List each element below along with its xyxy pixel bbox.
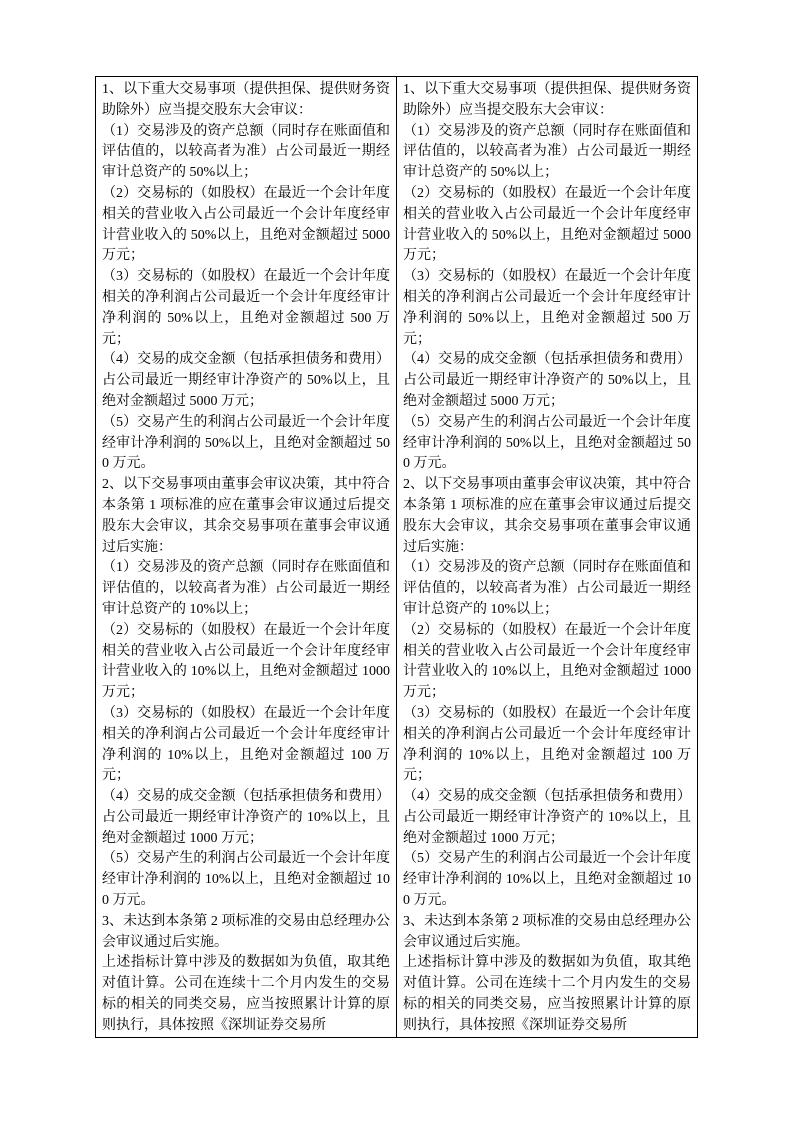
paragraph: 2、以下交易事项由董事会审议决策，其中符合本条第 1 项标准的应在董事会审议通过后提交股东大会审议，其余交易事项在董事会审议通过后实施： (403, 477, 691, 555)
paragraph: （3）交易标的（如股权）在最近一个会计年度相关的净利润占公司最近一个会计年度经审计净利润的 50%以上，且绝对金额超过 500 万元； (102, 269, 390, 347)
paragraph: 1、以下重大交易事项（提供担保、提供财务资助除外）应当提交股东大会审议： (102, 82, 390, 118)
paragraph: （4）交易的成交金额（包括承担债务和费用）占公司最近一期经审计净资产的 10%以上，且绝对金额超过 1000 万元； (102, 789, 390, 846)
paragraph: （5）交易产生的利润占公司最近一个会计年度经审计净利润的 10%以上，且绝对金额超过 100 万元。 (102, 851, 390, 909)
document-table (95, 76, 698, 1038)
table-cell-right (397, 77, 698, 1038)
paragraph: （2）交易标的（如股权）在最近一个会计年度相关的营业收入占公司最近一个会计年度经审计营业收入的 10%以上，且绝对金额超过 1000 万元； (403, 622, 691, 701)
paragraph: （2）交易标的（如股权）在最近一个会计年度相关的营业收入占公司最近一个会计年度经审计营业收入的 50%以上，且绝对金额超过 5000 万元； (102, 185, 390, 264)
paragraph: 3、未达到本条第 2 项标准的交易由总经理办公会审议通过后实施。 (102, 913, 390, 950)
paragraph: 2、以下交易事项由董事会审议决策，其中符合本条第 1 项标准的应在董事会审议通过后提交股东大会审议，其余交易事项在董事会审议通过后实施： (102, 477, 390, 555)
paragraph: （2）交易标的（如股权）在最近一个会计年度相关的营业收入占公司最近一个会计年度经审计营业收入的 10%以上，且绝对金额超过 1000 万元； (102, 622, 390, 701)
paragraph: （4）交易的成交金额（包括承担债务和费用）占公司最近一期经审计净资产的 50%以上，且绝对金额超过 5000 万元； (403, 352, 691, 409)
paragraph: （4）交易的成交金额（包括承担债务和费用）占公司最近一期经审计净资产的 50%以上，且绝对金额超过 5000 万元； (102, 352, 390, 409)
paragraph: （4）交易的成交金额（包括承担债务和费用）占公司最近一期经审计净资产的 10%以上，且绝对金额超过 1000 万元； (403, 789, 691, 846)
paragraph: （5）交易产生的利润占公司最近一个会计年度经审计净利润的 10%以上，且绝对金额超过 100 万元。 (403, 851, 691, 909)
paragraph: （1）交易涉及的资产总额（同时存在账面值和评估值的，以较高者为准）占公司最近一期经审计总资产的 50%以上； (403, 123, 691, 181)
paragraph: （5）交易产生的利润占公司最近一个会计年度经审计净利润的 50%以上，且绝对金额超过 500 万元。 (102, 414, 390, 472)
paragraph: 上述指标计算中涉及的数据如为负值，取其绝对值计算。公司在连续十二个月内发生的交易标的相关的同类交易，应当按照累计计算的原则执行，具体按照《深圳证券交易所 (102, 955, 390, 1033)
paragraph: （2）交易标的（如股权）在最近一个会计年度相关的营业收入占公司最近一个会计年度经审计营业收入的 50%以上，且绝对金额超过 5000 万元； (403, 185, 691, 264)
table-cell-left (96, 77, 397, 1038)
paragraph: 3、未达到本条第 2 项标准的交易由总经理办公会审议通过后实施。 (403, 913, 691, 950)
paragraph: 上述指标计算中涉及的数据如为负值，取其绝对值计算。公司在连续十二个月内发生的交易标的相关的同类交易，应当按照累计计算的原则执行，具体按照《深圳证券交易所 (403, 955, 691, 1033)
paragraph: 1、以下重大交易事项（提供担保、提供财务资助除外）应当提交股东大会审议： (403, 82, 691, 118)
paragraph: （3）交易标的（如股权）在最近一个会计年度相关的净利润占公司最近一个会计年度经审计净利润的 10%以上，且绝对金额超过 100 万元； (403, 705, 691, 784)
table-row (96, 77, 698, 1038)
paragraph: （1）交易涉及的资产总额（同时存在账面值和评估值的，以较高者为准）占公司最近一期经审计总资产的 10%以上； (102, 560, 390, 617)
paragraph: （1）交易涉及的资产总额（同时存在账面值和评估值的，以较高者为准）占公司最近一期经审计总资产的 50%以上； (102, 123, 390, 181)
paragraph: （3）交易标的（如股权）在最近一个会计年度相关的净利润占公司最近一个会计年度经审计净利润的 10%以上，且绝对金额超过 100 万元； (102, 705, 390, 784)
paragraph: （5）交易产生的利润占公司最近一个会计年度经审计净利润的 50%以上，且绝对金额超过 500 万元。 (403, 414, 691, 472)
paragraph: （1）交易涉及的资产总额（同时存在账面值和评估值的，以较高者为准）占公司最近一期经审计总资产的 10%以上； (403, 560, 691, 617)
paragraph: （3）交易标的（如股权）在最近一个会计年度相关的净利润占公司最近一个会计年度经审计净利润的 50%以上，且绝对金额超过 500 万元； (403, 269, 691, 347)
